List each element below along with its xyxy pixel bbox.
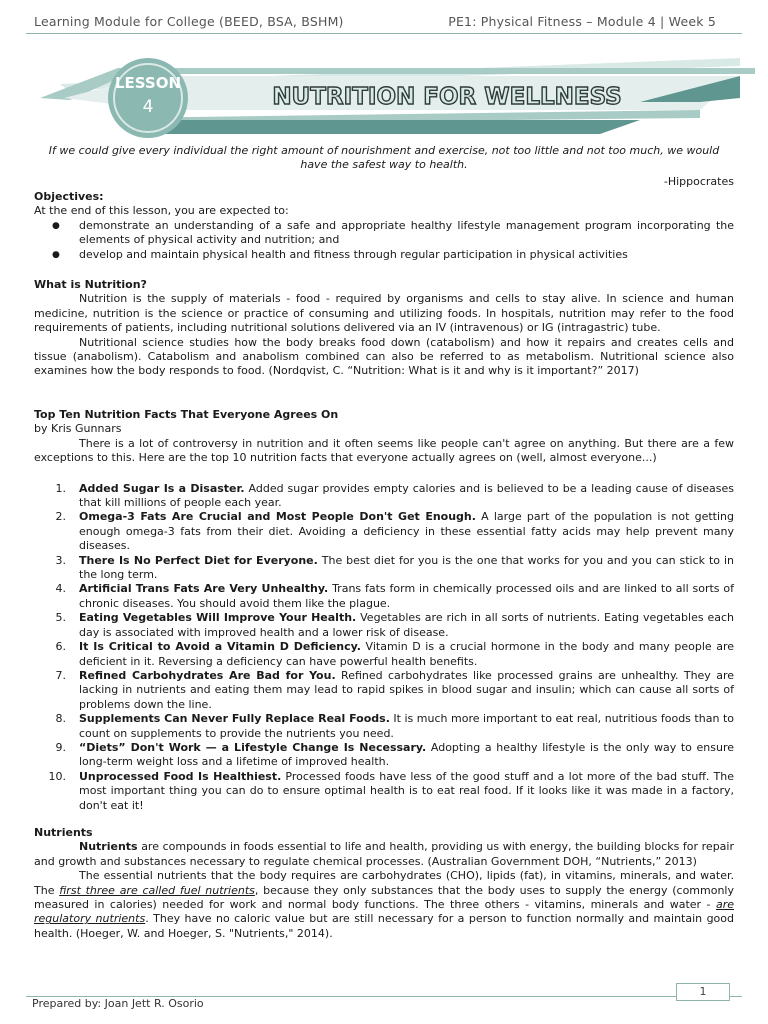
fact-number: 3. bbox=[55, 553, 66, 567]
objective-item: ● demonstrate an understanding of a safe and appropriate healthy lifestyle management program incorporating the elements of physical activity and nutrition; and bbox=[34, 219, 734, 248]
fact-item bbox=[34, 510, 734, 553]
fact-text: Vitamin D is a crucial hormone in the body and many people are deficient in it. Reversing a deficiency can have powerful health benefits. bbox=[79, 640, 734, 668]
fact-number: 8. bbox=[55, 712, 66, 726]
lesson-title: NUTRITION FOR WELLNESS bbox=[272, 84, 622, 110]
fact-text: A large part of the population is not getting enough omega-3 fats from their diet. Avoiding a deficiency in these essential fatty acids may help prevent many diseases. bbox=[79, 510, 735, 553]
objectives-list bbox=[34, 219, 734, 262]
facts-heading: Top Ten Nutrition Facts That Everyone Agrees On bbox=[34, 408, 339, 421]
nutrients-heading: Nutrients bbox=[34, 826, 93, 839]
fact-text: Processed foods have less of the good stuff and a lot more of the bad stuff. The most important thing you can do to ensure optimal health is to eat real food. If it looks like it was made in a factory, don't eat it! bbox=[79, 769, 734, 812]
facts-intro: There is a lot of controversy in nutrition and it often seems like people can't agree on anything. But there are a few exceptions to this. Here are the top 10 nutrition facts that everyone actually agrees on (well, almost everyone...) bbox=[34, 436, 734, 465]
fact-item bbox=[34, 669, 734, 712]
objective-item: ● develop and maintain physical health and fitness through regular participation in physical activities bbox=[34, 248, 734, 262]
fact-text: Adopting a healthy lifestyle is the only way to ensure long-term weight loss and a lifetime of improved health. bbox=[79, 740, 734, 769]
fact-text: Vegetables are rich in all sorts of nutrients. Eating vegetables each day is associated with improved health and a lower risk of disease. bbox=[79, 611, 734, 639]
fact-title: Refined Carbohydrates Are Bad for You. bbox=[79, 668, 336, 682]
nutrients-paragraph bbox=[34, 840, 734, 869]
fact-title: “Diets” Don't Work — a Lifestyle Change Is Necessary. bbox=[79, 740, 427, 754]
fact-title: Unprocessed Food Is Healthiest. bbox=[79, 769, 282, 783]
nutrients-text: , because they only substances that the body uses to supply the energy (commonly measured in calories) needed for work and normal body functions. The three others - vitamins, minerals and water - bbox=[34, 883, 734, 912]
fact-number: 4. bbox=[55, 582, 66, 596]
fact-item bbox=[34, 640, 734, 669]
fact-text: The best diet for you is the one that works for you and you can stick to in the long term. bbox=[79, 553, 734, 582]
facts-list bbox=[34, 482, 734, 813]
regulatory-nutrients-phrase: are regulatory nutrients bbox=[34, 898, 734, 926]
fact-title: Artificial Trans Fats Are Very Unhealthy. bbox=[79, 582, 329, 596]
objectives-heading: Objectives: bbox=[34, 190, 104, 203]
fuel-nutrients-phrase: first three are called fuel nutrients bbox=[59, 883, 255, 897]
header-course-week: PE1: Physical Fitness – Module 4 | Week 5 bbox=[448, 14, 716, 29]
objectives-section bbox=[34, 190, 734, 262]
nutrition-facts-section bbox=[34, 408, 734, 813]
prepared-by: Prepared by: Joan Jett R. Osorio bbox=[32, 997, 204, 1010]
header-module-title: Learning Module for College (BEED, BSA, BSHM) bbox=[34, 14, 344, 29]
nutrition-heading: What is Nutrition? bbox=[34, 278, 147, 291]
fact-text: Added sugar provides empty calories and is believed to be a leading cause of diseases that kill millions of people each year. bbox=[79, 481, 734, 510]
banner-dark-stripe bbox=[150, 120, 640, 134]
fact-text: Trans fats form in chemically processed oils and are linked to all sorts of chronic diseases. You should avoid them like the plague. bbox=[79, 582, 734, 610]
fact-item bbox=[34, 712, 734, 741]
fact-title: Added Sugar Is a Disaster. bbox=[79, 481, 245, 495]
fact-number: 1. bbox=[55, 481, 66, 495]
fact-item bbox=[34, 482, 734, 511]
fact-number: 6. bbox=[55, 640, 66, 654]
nutrition-paragraph: Nutrition is the supply of materials - food - required by organisms and cells to stay alive. In science and human medicine, nutrition is the science or practice of consuming and utilizing foods. In hospitals, nutrition may refer to the food requirements of patients, including nutritional solutions delivered via an IV (intravenous) or IG (intragastric) tube. bbox=[34, 292, 734, 335]
opening-quote: If we could give every individual the right amount of nourishment and exercise, not too little and not too much, we would have the safest way to health. bbox=[48, 144, 720, 172]
fact-title: Eating Vegetables Will Improve Your Health. bbox=[79, 611, 357, 625]
lesson-number: 4 bbox=[142, 97, 154, 117]
lesson-label: LESSON bbox=[114, 74, 182, 92]
fact-number: 7. bbox=[55, 668, 66, 682]
fact-title: Supplements Can Never Fully Replace Real Foods. bbox=[79, 712, 390, 726]
objectives-intro: At the end of this lesson, you are expected to: bbox=[34, 204, 289, 218]
fact-title: It Is Critical to Avoid a Vitamin D Deficiency. bbox=[79, 640, 361, 654]
fact-title: Omega-3 Fats Are Crucial and Most People Don't Get Enough. bbox=[79, 510, 476, 524]
page-number: 1 bbox=[676, 983, 730, 1001]
what-is-nutrition-section bbox=[34, 278, 734, 379]
fact-item bbox=[34, 770, 734, 813]
fact-item bbox=[34, 611, 734, 640]
nutrients-text: . They have no caloric value but are still necessary for a person to function normally and maintain good health. (Hoeger, W. and Hoeger, S. "Nutrients," 2014). bbox=[34, 912, 734, 940]
lesson-banner bbox=[0, 38, 768, 148]
nutrients-section bbox=[34, 826, 734, 941]
fact-item bbox=[34, 582, 734, 611]
fact-number: 10. bbox=[48, 769, 66, 783]
fact-number: 2. bbox=[55, 510, 66, 524]
quote-author: -Hippocrates bbox=[663, 175, 734, 188]
facts-byline: by Kris Gunnars bbox=[34, 422, 122, 436]
nutrients-term: Nutrients bbox=[79, 840, 138, 854]
fact-number: 9. bbox=[55, 740, 66, 754]
nutrition-paragraph: Nutritional science studies how the body breaks food down (catabolism) and how it repairs and creates cells and tissue (anabolism). Catabolism and anabolism combined can also be referred to as metabolism. Nutritional science also examines how the body responds to food. (Nordqvist, C. “Nutrition: What is it and why is it important?” 2017) bbox=[34, 335, 734, 378]
fact-title: There Is No Perfect Diet for Everyone. bbox=[79, 553, 318, 567]
fact-text: It is much more important to eat real, nutritious foods than to count on supplements to provide the nutrients you need. bbox=[79, 712, 735, 740]
fact-number: 5. bbox=[55, 611, 66, 625]
nutrients-paragraph bbox=[34, 869, 734, 941]
fact-item bbox=[34, 554, 734, 583]
header-divider bbox=[26, 33, 742, 34]
nutrients-definition: are compounds in foods essential to life and health, providing us with energy, the building blocks for repair and growth and substances necessary to regulate chemical processes. (Australian Government DOH, “Nutrients,” 2013) bbox=[34, 840, 734, 868]
fact-item bbox=[34, 741, 734, 770]
nutrients-text: The essential nutrients that the body requires are carbohydrates (CHO), lipids (fat), in vitamins, minerals, and water. The bbox=[34, 869, 734, 897]
fact-text: Refined carbohydrates like processed grains are unhealthy. They are lacking in nutrients and eating them may lead to rapid spikes in blood sugar and insulin; which can cause all sorts of problems down the line. bbox=[79, 668, 735, 711]
